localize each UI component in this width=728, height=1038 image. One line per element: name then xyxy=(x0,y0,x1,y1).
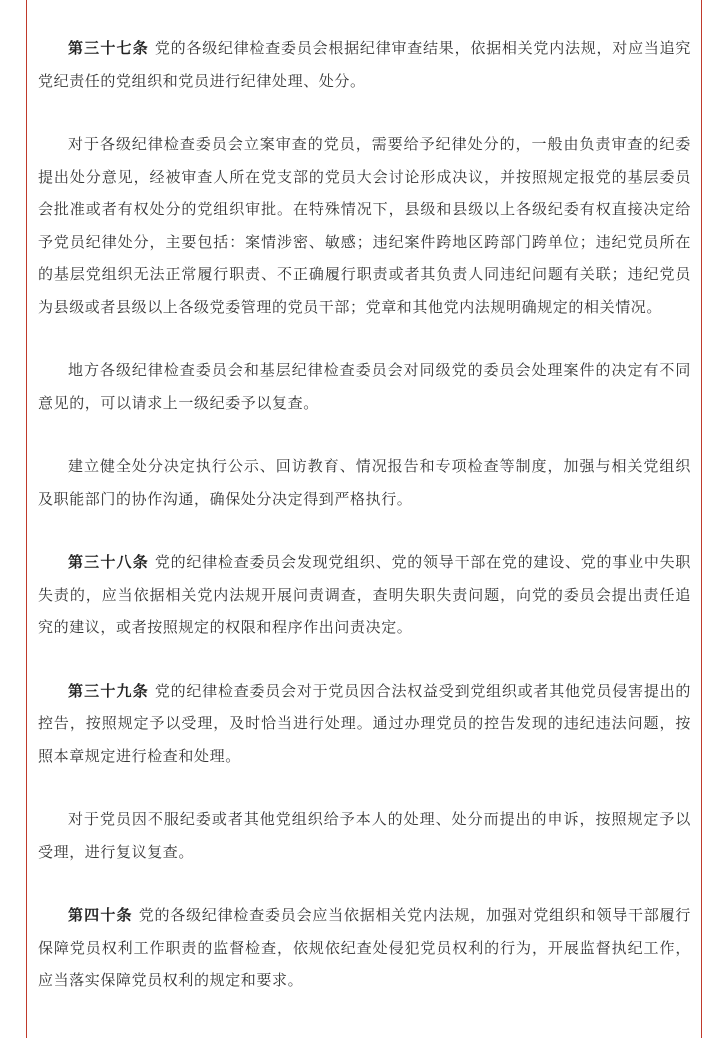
paragraph-appeals xyxy=(38,803,691,868)
paragraph-text: 党的各级纪律检查委员会根据纪律审查结果，依据相关党内法规，对应当追究党纪责任的党组织和党员进行纪律处理、处分。 xyxy=(38,39,691,90)
article-body xyxy=(38,32,691,1028)
article-number: 第三十九条 xyxy=(68,681,149,700)
paragraph-text: 党的各级纪律检查委员会应当依据相关党内法规，加强对党组织和领导干部履行保障党员权利工作职责的监督检查，依规依纪查处侵犯党员权利的行为，开展监督执纪工作，应当落实保障党员权利的规定和要求。 xyxy=(38,906,691,989)
paragraph-article-40 xyxy=(38,899,691,997)
paragraph-text: 地方各级纪律检查委员会和基层纪律检查委员会对同级党的委员会处理案件的决定有不同意见的，可以请求上一级纪委予以复查。 xyxy=(38,361,691,412)
paragraph-text: 党的纪律检查委员会发现党组织、党的领导干部在党的建设、党的事业中失职失责的，应当依据相关党内法规开展问责调查，查明失职失责问题，向党的委员会提出责任追究的建议，或者按照规定的权限和程序作出问责决定。 xyxy=(38,553,691,636)
article-number: 第三十八条 xyxy=(68,553,149,571)
paragraph-article-38 xyxy=(38,546,691,644)
paragraph-disciplinary-procedure xyxy=(38,128,691,323)
paragraph-text: 建立健全处分决定执行公示、回访教育、情况报告和专项检查等制度，加强与相关党组织及职能部门的协作沟通，确保处分决定得到严格执行。 xyxy=(38,457,691,508)
article-number: 第三十七条 xyxy=(68,39,149,57)
article-number: 第四十条 xyxy=(68,906,133,924)
paragraph-execution-system xyxy=(38,450,691,515)
paragraph-text: 对于党员因不服纪委或者其他党组织给予本人的处理、处分而提出的申诉，按照规定予以受理，进行复议复查。 xyxy=(38,810,691,861)
paragraph-text: 党的纪律检查委员会对于党员因合法权益受到党组织或者其他党员侵害提出的控告，按照规定予以受理，及时恰当进行处理。通过办理党员的控告发现的违纪违法问题，按照本章规定进行检查和处理。 xyxy=(38,681,691,765)
paragraph-article-37 xyxy=(38,32,691,97)
paragraph-review-request xyxy=(38,354,691,419)
paragraph-text: 对于各级纪律检查委员会立案审查的党员，需要给予纪律处分的，一般由负责审查的纪委提出处分意见，经被审查人所在党支部的党员大会讨论形成决议，并按照规定报党的基层委员会批准或者有权处分的党组织审批。在特殊情况下，县级和县级以上各级纪委有权直接决定给予党员纪律处分，主要包括：案情涉密、敏感；违纪案件跨地区跨部门跨单位；违纪党员所在的基层党组织无法正常履行职责、不正确履行职责或者其负责人同违纪问题有关联；违纪党员为县级或者县级以上各级党委管理的党员干部；党章和其他党内法规明确规定的相关情况。 xyxy=(38,135,691,316)
paragraph-article-39 xyxy=(38,675,691,773)
